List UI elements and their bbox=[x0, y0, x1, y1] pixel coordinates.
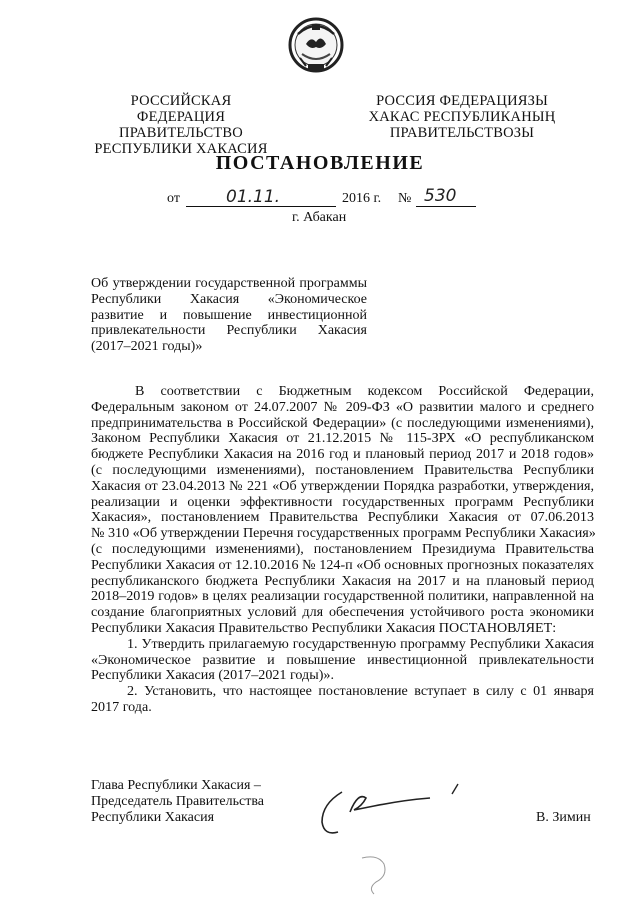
body-line: «Экономическое развитие и повышение инвестиционной привлекательности bbox=[91, 651, 594, 668]
signatory-line-1: Глава Республики Хакасия – bbox=[91, 778, 261, 793]
body-line: предпринимательства в Российской Федерации» (с последующими изменениями), bbox=[91, 414, 594, 431]
date-prefix: от bbox=[167, 191, 180, 206]
document-body bbox=[91, 384, 594, 716]
subject-line-1: Об утверждении государственной программы bbox=[91, 276, 367, 291]
body-line: бюджете Республики Хакасия на 2016 год и плановый период 2017 и 2018 годов» bbox=[91, 446, 594, 463]
body-line: Хакасия от 23.04.2013 № 221 «Об утверждении Порядка разработки, утверждения, bbox=[91, 477, 594, 494]
body-line: республиканского бюджета Республики Хакасия на 2017 и на плановый период bbox=[91, 572, 594, 589]
document-subject bbox=[91, 276, 367, 355]
body-line: В соответствии с Бюджетным кодексом Российской Федерации, bbox=[135, 383, 594, 399]
signatory-name: В. Зимин bbox=[536, 810, 591, 825]
number-sign: № bbox=[398, 191, 412, 206]
subject-line-4: привлекательности Республики Хакасия bbox=[91, 323, 367, 339]
subject-line-2: Республики Хакасия «Экономическое bbox=[91, 291, 367, 307]
body-line: № 310 «Об утверждении Перечня государственных программ Республики Хакасия» bbox=[91, 525, 596, 542]
signatory-line-3: Республики Хакасия bbox=[91, 809, 215, 825]
body-line: 2017 года. bbox=[91, 698, 152, 715]
header-right-line-3: ПРАВИТЕЛЬСТВОЗЫ bbox=[389, 125, 535, 141]
signatory-position bbox=[91, 778, 264, 825]
subject-line-3: развитие и повышение инвестиционной bbox=[91, 307, 367, 323]
body-line: (с последующими изменениями), постановлением Правительства Республики bbox=[91, 461, 594, 478]
body-line: создание благоприятных условий для обеспечения устойчивого роста экономики bbox=[91, 604, 594, 621]
body-line: (с последующими изменениями), постановлением Президиума Правительства bbox=[91, 540, 594, 557]
header-left-line-2: ПРАВИТЕЛЬСТВО bbox=[119, 125, 243, 141]
stamp-mark bbox=[358, 852, 398, 896]
body-line: 2. Установить, что настоящее постановление вступает в силу с 01 января bbox=[127, 683, 594, 700]
document-type-title: ПОСТАНОВЛЕНИЕ bbox=[215, 152, 425, 174]
body-line: реализации и оценки эффективности государственных программ Республики bbox=[91, 493, 594, 510]
header-left bbox=[86, 93, 276, 157]
date-handwritten: 01.11. bbox=[226, 187, 281, 207]
header-left-line-1: РОССИЙСКАЯ ФЕДЕРАЦИЯ bbox=[130, 93, 232, 125]
header-right bbox=[362, 93, 562, 141]
body-line: Законом Республики Хакасия от 21.12.2015 № 115-ЗРХ «О республиканском bbox=[91, 430, 594, 447]
header-right-line-1: РОССИЯ ФЕДЕРАЦИЯЗЫ bbox=[376, 93, 548, 109]
body-line: 2018–2019 годов» в целях реализации государственной политики, направленной на bbox=[91, 588, 594, 605]
body-line: Федеральным законом от 24.07.2007 № 209-ФЗ «О развитии малого и среднего bbox=[91, 398, 594, 415]
signatory-line-2: Председатель Правительства bbox=[91, 793, 264, 809]
handwritten-signature bbox=[312, 782, 472, 842]
number-handwritten: 530 bbox=[424, 186, 457, 206]
date-year: 2016 г. bbox=[342, 191, 382, 206]
body-line: 1. Утвердить прилагаемую государственную программу Республики Хакасия bbox=[127, 635, 594, 652]
header-right-line-2: ХАКАС РЕСПУБЛИКАНЫҢ bbox=[368, 109, 556, 125]
subject-line-5: (2017–2021 годы)» bbox=[91, 339, 203, 355]
header-left-line-3: РЕСПУБЛИКИ ХАКАСИЯ bbox=[94, 141, 268, 157]
place: г. Абакан bbox=[292, 210, 347, 225]
body-line: Республики Хакасия Правительство Республики Хакасия ПОСТАНОВЛЯЕТ: bbox=[91, 619, 557, 636]
body-line: Республики Хакасия от 12.10.2016 № 124-п «Об основных прогнозных показателях bbox=[91, 556, 594, 573]
body-line: Хакасия», постановлением Правительства Республики Хакасия от 07.06.2013 bbox=[91, 509, 594, 526]
number-underline bbox=[416, 206, 476, 207]
coat-of-arms bbox=[286, 14, 346, 76]
body-line: Республики Хакасия (2017–2021 годы)». bbox=[91, 667, 334, 684]
